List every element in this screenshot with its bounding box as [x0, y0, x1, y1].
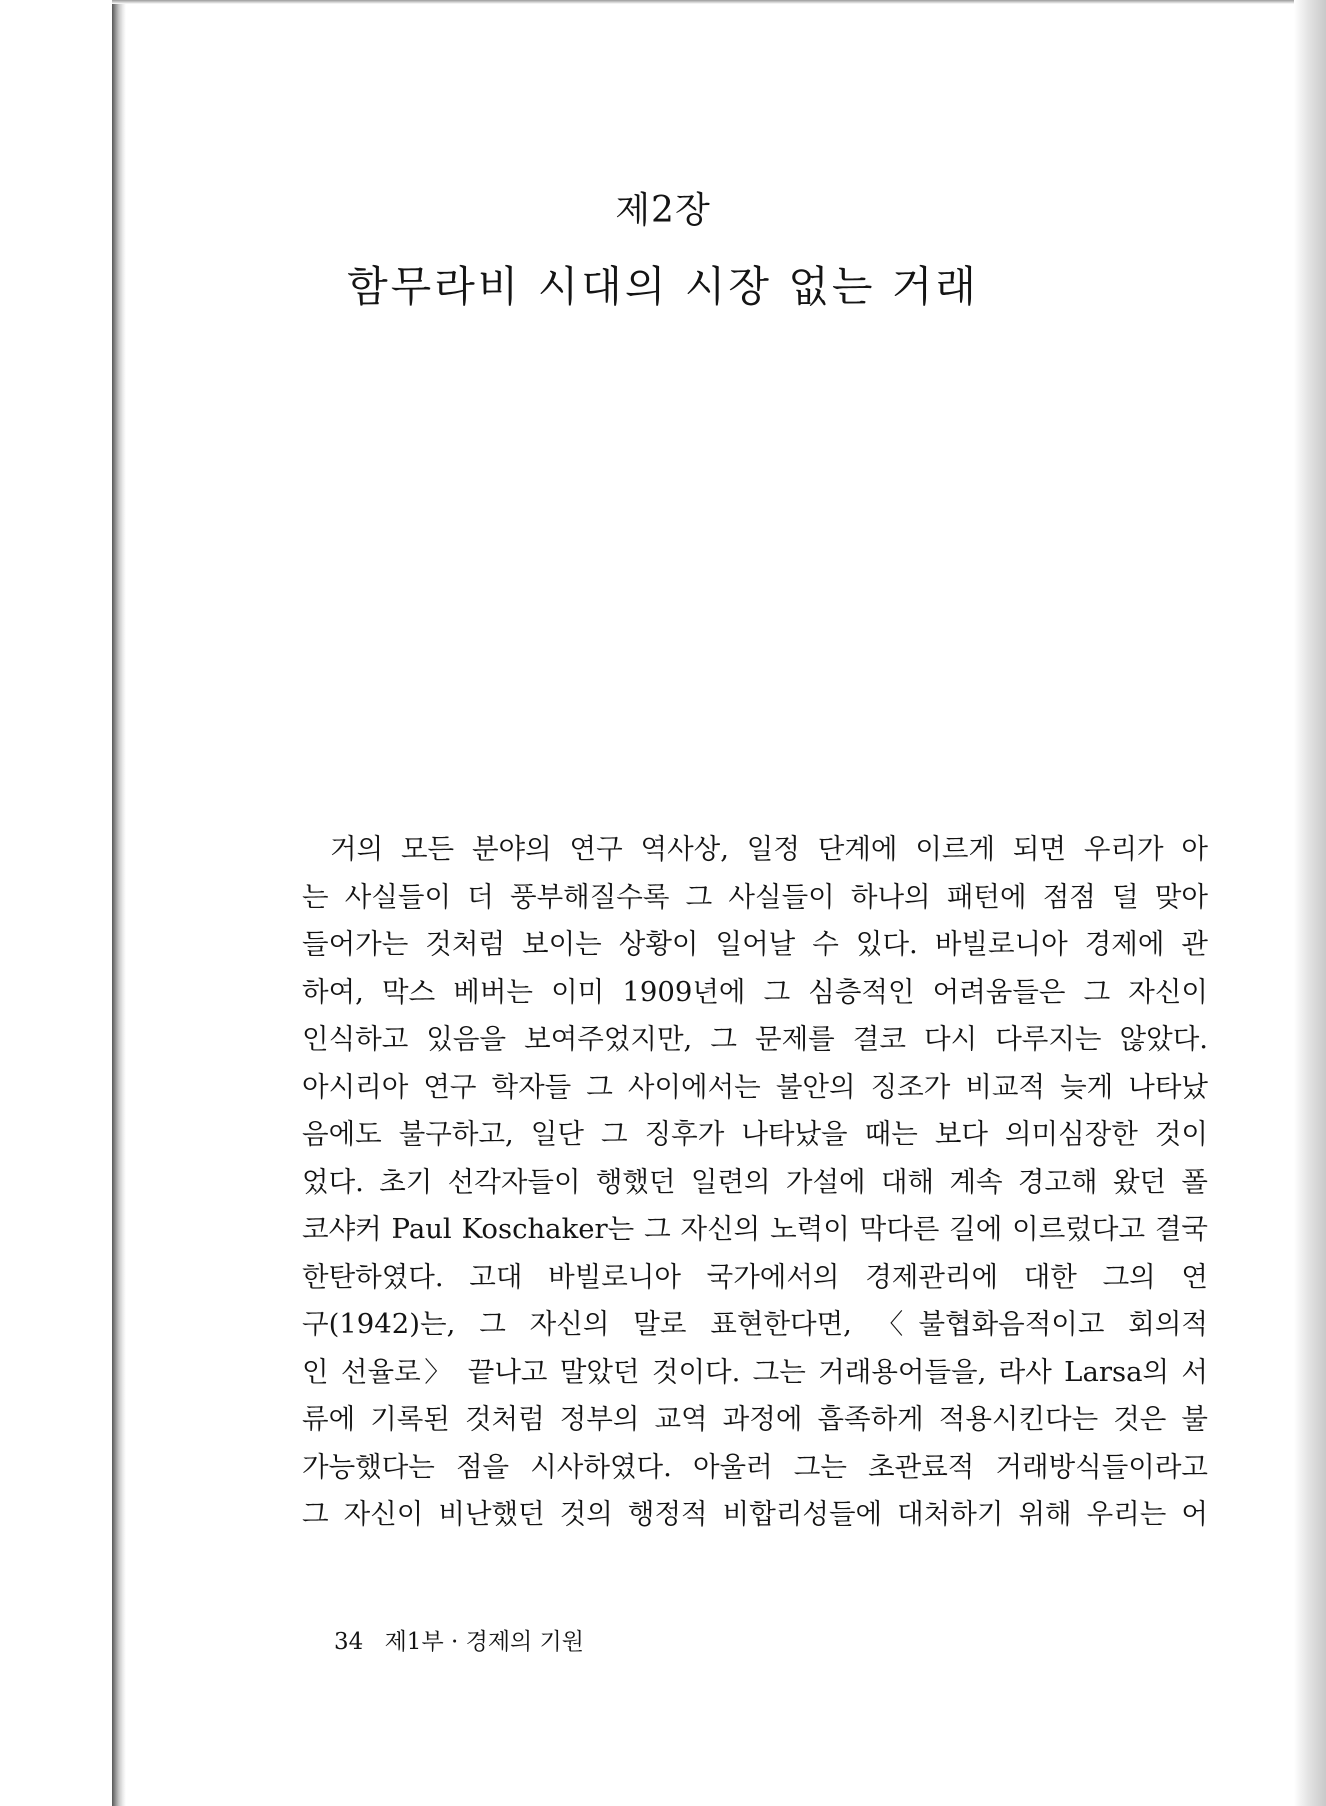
text-line: 었다. 초기 선각자들이 행했던 일련의 가설에 대해 계속 경고해 왔던 폴 [302, 1165, 1208, 1198]
text-line: 아시리아 연구 학자들 그 사이에서는 불안의 징조가 비교적 늦게 나타났 [302, 1070, 1208, 1103]
text-line: 한탄하였다. 고대 바빌로니아 국가에서의 경제관리에 대한 그의 연 [302, 1260, 1208, 1293]
text-line: 하여, 막스 베버는 이미 1909년에 그 심층적인 어려움들은 그 자신이 [302, 975, 1208, 1008]
text-line: 들어가는 것처럼 보이는 상황이 일어날 수 있다. 바빌로니아 경제에 관 [302, 928, 1208, 960]
text-line: 는 사실들이 더 풍부해질수록 그 사실들이 하나의 패턴에 점점 덜 맞아 [302, 880, 1208, 913]
text-line: 가능했다는 점을 시사하였다. 아울러 그는 초관료적 거래방식들이라고 [302, 1450, 1208, 1483]
page-top-edge [112, 0, 1326, 4]
text-line: 류에 기록된 것처럼 정부의 교역 과정에 흡족하게 적용시킨다는 것은 불 [302, 1403, 1208, 1435]
text-line: 그 자신이 비난했던 것의 행정적 비합리성들에 대처하기 위해 우리는 어 [302, 1498, 1208, 1530]
text-line: 거의 모든 분야의 연구 역사상, 일정 단계에 이르게 되면 우리가 아 [330, 833, 1208, 865]
running-title: 제1부 · 경제의 기원 [384, 1629, 584, 1655]
page-number: 34 [334, 1629, 364, 1655]
chapter-title: 함무라비 시대의 시장 없는 거래 [347, 262, 979, 311]
chapter-number: 제2장 [615, 190, 711, 231]
text-line: 인식하고 있음을 보여주었지만, 그 문제를 결코 다시 다루지는 않았다. [302, 1023, 1208, 1055]
text-line: 코샤커 Paul Koschaker는 그 자신의 노력이 막다른 길에 이르렀다고 결국 [302, 1213, 1208, 1245]
text-line: 음에도 불구하고, 일단 그 징후가 나타났을 때는 보다 의미심장한 것이 [302, 1118, 1208, 1150]
text-line: 구(1942)는, 그 자신의 말로 표현한다면, 〈불협화음적이고 회의적 [302, 1308, 1208, 1340]
page-footer [334, 1623, 584, 1656]
text-line: 인 선율로〉 끝나고 말았던 것이다. 그는 거래용어들을, 라사 Larsa의 서 [302, 1355, 1208, 1388]
body-paragraph [302, 826, 1208, 1539]
